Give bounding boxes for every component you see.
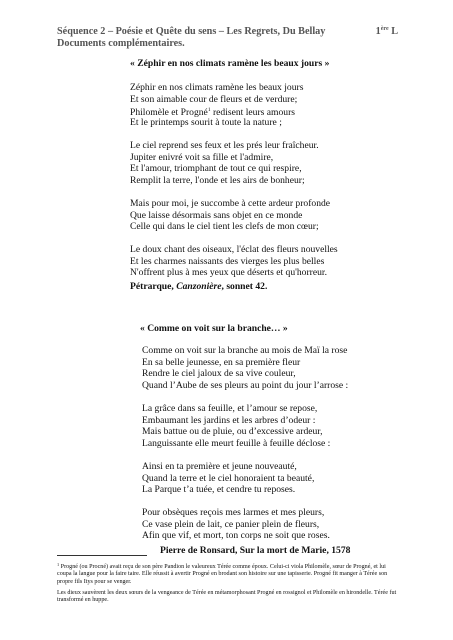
poem1-s2-line4: Remplit la terre, l'onde et les airs de bonheur; [130, 174, 305, 186]
poem1-s3-line2: Que laisse désormais sans objet en ce monde [130, 209, 303, 221]
poem2-s1-line1: Comme on voit sur la branche au mois de Maï la rose [142, 345, 348, 356]
poem1-s1-line4: Et le printemps sourit à toute la nature ; [130, 116, 282, 128]
header-level-suffix: L [388, 26, 398, 37]
poem1-s1-line3-pre: Philomèle et Progné [130, 107, 208, 119]
poem1-s2-line1: Le ciel reprend ses feux et les prés leur fraîcheur. [130, 140, 319, 151]
poem2-s1-line2: En sa belle jeunesse, en sa première fleur [142, 356, 301, 368]
poem2-s1-line4: Quand l’Aube de ses pleurs au point du jour l’arrose : [142, 379, 349, 391]
poem1-s4-line3: N'offrent plus à mes yeux que déserts et qu'horreur. [130, 267, 327, 279]
poem2-s4-line3: Afin que vif, et mort, ton corps ne soit que roses. [142, 530, 330, 542]
footnote-paragraph-2: Les dieux sauvèrent les deux sœurs de la vengeance de Térée en métamorphosant Progné en rossignol et Philomèle en hirondelle. Térée fut transformé en huppe. [57, 590, 397, 604]
poem2-s2-line1: La grâce dans sa feuille, et l’amour se repose, [142, 403, 318, 414]
footnote-separator [57, 555, 147, 556]
poem1-s1-line3-post: redisent leurs amours [210, 107, 296, 119]
poem1-s4-line1: Le doux chant des oiseaux, l'éclat des fleurs nouvelles [130, 244, 338, 255]
header-level-number: 1 [375, 26, 381, 37]
poem1-s1-line1: Zéphir en nos climats ramène les beaux jours [130, 82, 304, 93]
poem1-attribution-work: Canzonière [176, 281, 222, 292]
poem2-s3-line2: Quand la terre et le ciel honoraient ta beauté, [142, 472, 315, 484]
poem2-s2-line2: Embaumant les jardins et les arbres d’odeur : [142, 414, 316, 426]
poem2-s4-line1: Pour obsèques reçois mes larmes et mes pleurs, [142, 507, 325, 518]
footnote-ref: 1 [207, 107, 211, 114]
poem2-s1-line3: Rendre le ciel jaloux de sa vive couleur, [142, 368, 296, 380]
poem1-s1-line2: Et son aimable cour de fleurs et de verdure; [130, 93, 298, 105]
footnote-paragraph-1 [57, 561, 399, 586]
poem1-s3-line3: Celle qui dans le ciel tient les clefs de mon cœur; [130, 221, 319, 233]
poem2-s3-line3: La Parque t’a tuée, et cendre tu reposes. [142, 484, 296, 496]
poem2-attribution: Pierre de Ronsard, Sur la mort de Marie, 1578 [160, 545, 351, 556]
header-level-sup: ère [380, 26, 389, 32]
poem1-attribution [130, 281, 267, 292]
poem1-attribution-ref: , sonnet 42. [221, 281, 268, 292]
header-level [376, 26, 398, 37]
poem2-title: « Comme on voit sur la branche… » [140, 323, 288, 334]
header-sequence-title: Séquence 2 – Poésie et Quête du sens – Les Regrets, Du Bellay [57, 26, 326, 37]
footnote-text: Progné (ou Procné) avait reçu de son père Pandion le valeureux Térée comme époux. Celui-ci viola Philomèle, sœur de Progné, et lui coupa la langue pour la faire taire. Elle réussit à avertir Progné en brodant son histoire sur une tapisserie. Progné fit manger à Térée son propre fils Itys pour se venger. [57, 564, 388, 585]
poem1-attribution-author: Pétrarque, [130, 281, 177, 292]
poem2-s3-line1: Ainsi en ta première et jeune nouveauté, [142, 461, 297, 472]
poem1-s3-line1: Mais pour moi, je succombe à cette ardeur profonde [130, 198, 331, 209]
poem2-s2-line3: Mais battue ou de pluie, ou d’excessive ardeur, [142, 426, 323, 438]
poem1-s2-line3: Et l'amour, triomphant de tout ce qui respire, [130, 163, 302, 175]
poem1-s4-line2: Et les charmes naissants des vierges les plus belles [130, 255, 325, 267]
footnote-number: 1 [57, 562, 60, 567]
poem2-s2-line4: Languissante elle meurt feuille à feuille déclose : [142, 437, 331, 449]
header-subtitle: Documents complémentaires. [57, 38, 185, 49]
poem2-s4-line2: Ce vase plein de lait, ce panier plein de fleurs, [142, 518, 320, 530]
poem1-s2-line2: Jupiter enivré voit sa fille et l'admire, [130, 151, 274, 163]
poem1-title: « Zéphir en nos climats ramène les beaux jours » [130, 58, 330, 69]
